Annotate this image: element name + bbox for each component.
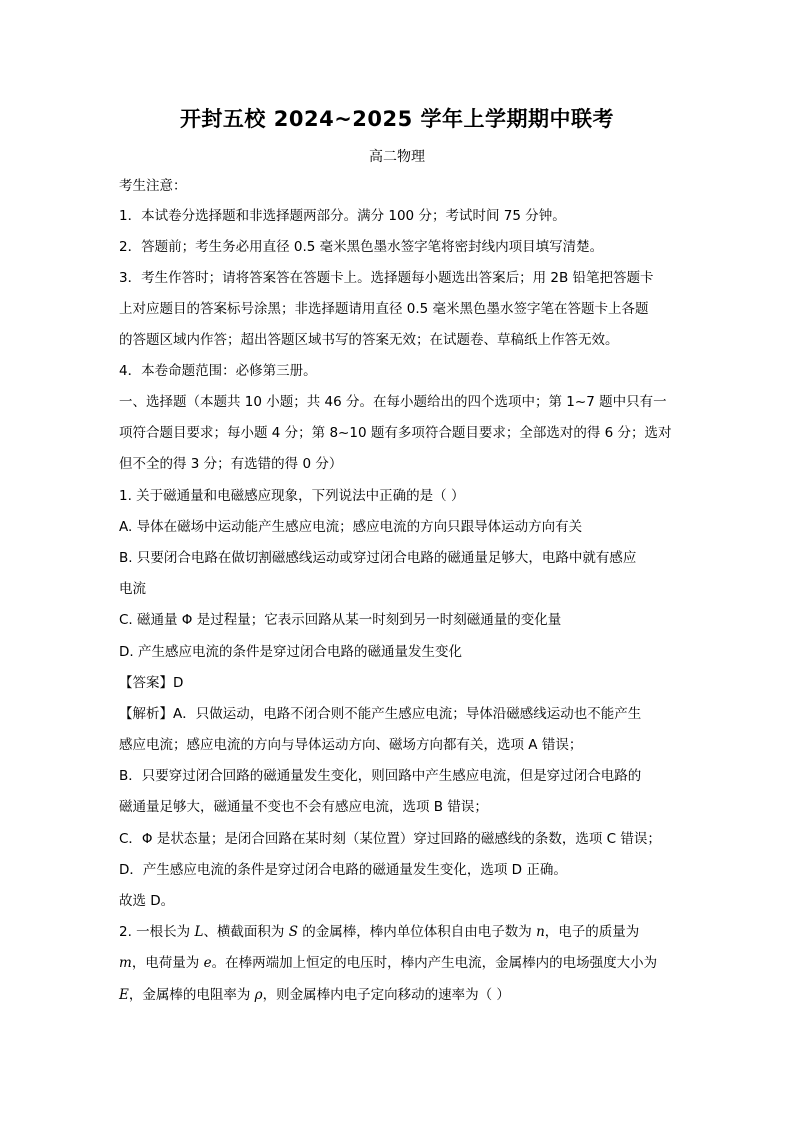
section-1-instruction-2: 但不全的得 3 分；有选错的得 0 分）: [119, 456, 343, 472]
question-2-text: ，电荷量为: [131, 955, 204, 971]
question-1-conclusion: 故选 D。: [119, 893, 175, 909]
notice-item-2: 2．答题前；考生务必用直径 0.5 毫米黑色墨水签字笔将密封线内项目填写清楚。: [119, 239, 604, 255]
notice-item-3-cont-1: 上对应题目的答案标号涂黑；非选择题请用直径 0.5 毫米黑色墨水签字笔在答题卡上各题: [119, 301, 649, 317]
question-1-analysis-3: B．只要穿过闭合回路的磁通量发生变化，则回路中产生感应电流，但是穿过闭合电路的: [119, 768, 642, 784]
variable-n: n: [536, 924, 545, 940]
exam-subject: 高二物理: [369, 149, 425, 165]
section-1-heading: 一、选择题（本题共 10 小题；共 46 分。在每小题给出的四个选项中；第 1~7 题中只有一: [119, 394, 667, 410]
variable-rho: ρ: [254, 987, 263, 1003]
notice-item-1: 1．本试卷分选择题和非选择题两部分。满分 100 分；考试时间 75 分钟。: [119, 208, 566, 224]
question-1-stem: 1. 关于磁通量和电磁感应现象，下列说法中正确的是（ ）: [119, 488, 465, 504]
question-2-text: ，则金属棒内电子定向移动的速率为（ ）: [262, 987, 510, 1003]
question-1-option-b: B. 只要闭合电路在做切割磁感线运动或穿过闭合电路的磁通量足够大，电路中就有感应: [119, 550, 637, 566]
question-1-analysis-6: D．产生感应电流的条件是穿过闭合电路的磁通量发生变化，选项 D 正确。: [119, 862, 567, 878]
variable-e: e: [203, 955, 212, 971]
question-1-analysis-4: 磁通量足够大，磁通量不变也不会有感应电流，选项 B 错误；: [119, 799, 488, 815]
question-2-stem-line-2: [119, 953, 657, 973]
notice-item-3-cont-2: 的答题区域内作答；超出答题区域书写的答案无效；在试题卷、草稿纸上作答无效。: [119, 332, 619, 348]
question-1-option-c: C. 磁通量 Φ 是过程量；它表示回路从某一时刻到另一时刻磁通量的变化量: [119, 612, 562, 628]
exam-title: 开封五校 2024~2025 学年上学期期中联考: [179, 107, 615, 131]
question-1-analysis-2: 感应电流；感应电流的方向与导体运动方向、磁场方向都有关，选项 A 错误；: [119, 737, 583, 753]
question-1-analysis-5: C．Φ 是状态量；是闭合回路在某时刻（某位置）穿过回路的磁感线的条数，选项 C 错误；: [119, 831, 661, 847]
question-2-text: 、横截面积为: [203, 924, 289, 940]
notice-item-4: 4．本卷命题范围：必修第三册。: [119, 363, 317, 379]
question-1-analysis-1: 【解析】A．只做运动，电路不闭合则不能产生感应电流；导体沿磁感线运动也不能产生: [119, 706, 642, 722]
question-1-answer: 【答案】D: [119, 675, 184, 691]
notice-item-3: 3．考生作答时；请将答案答在答题卡上。选择题每小题选出答案后；用 2B 铅笔把答题卡: [119, 270, 654, 286]
variable-E: E: [119, 987, 129, 1003]
question-2-text: 的金属棒，棒内单位体积自由电子数为: [297, 924, 537, 940]
notice-heading: 考生注意：: [119, 178, 187, 194]
question-1-option-b-cont: 电流: [119, 581, 146, 597]
question-2-text: ，金属棒的电阻率为: [128, 987, 255, 1003]
question-2-stem-line-1: [119, 922, 639, 942]
variable-S: S: [288, 924, 298, 940]
question-2-stem-line-3: [119, 985, 510, 1005]
question-2-text: ，电子的质量为: [544, 924, 640, 940]
variable-L: L: [194, 924, 204, 940]
question-2-text: 2. 一根长为: [119, 924, 195, 940]
section-1-instruction-1: 项符合题目要求；每小题 4 分；第 8~10 题有多项符合题目要求；全部选对的得 6 分；选对: [119, 425, 672, 441]
variable-m: m: [119, 955, 132, 971]
question-2-text: 。在棒两端加上恒定的电压时，棒内产生电流，金属棒内的电场强度大小为: [211, 955, 658, 971]
question-1-option-a: A. 导体在磁场中运动能产生感应电流；感应电流的方向只跟导体运动方向有关: [119, 519, 583, 535]
question-1-option-d: D. 产生感应电流的条件是穿过闭合电路的磁通量发生变化: [119, 644, 462, 660]
